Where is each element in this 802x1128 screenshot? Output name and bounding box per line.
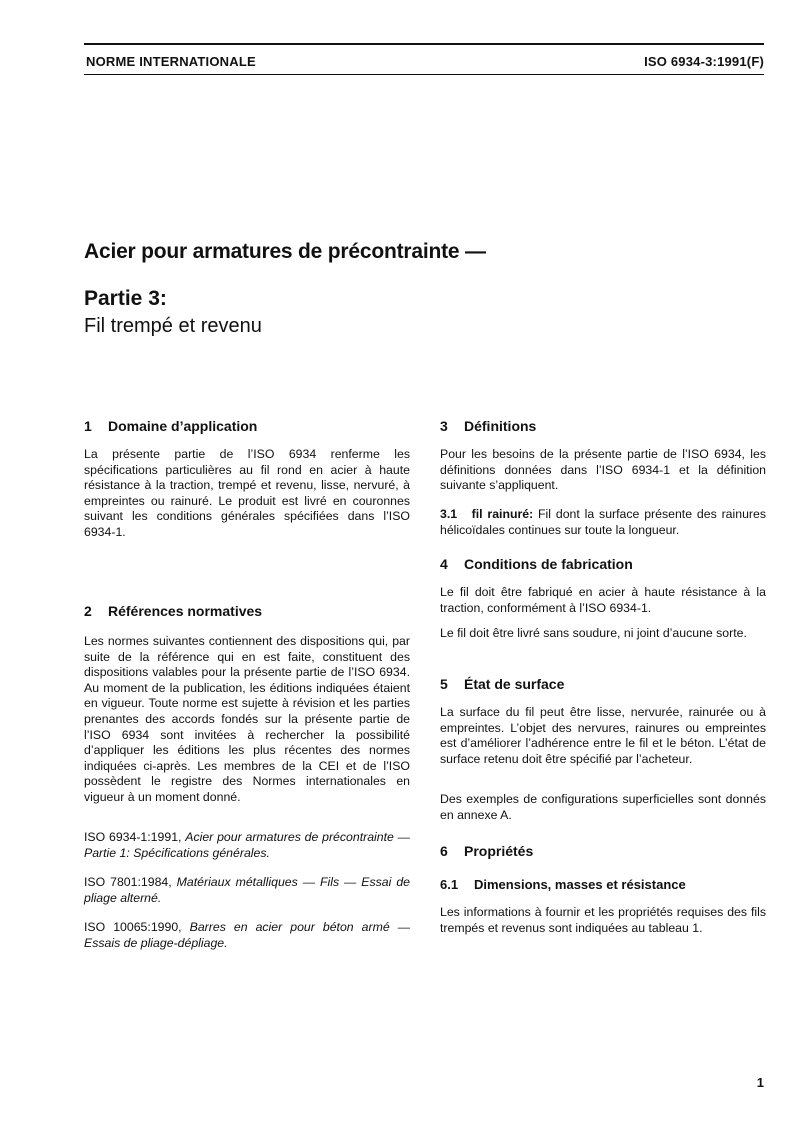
part-subtitle: Fil trempé et revenu [84,315,262,337]
header-rule-bottom [84,74,764,75]
section-heading: 3 Définitions [440,418,537,434]
normative-reference: ISO 10065:1990, Barres en acier pour béton armé — Essais de pliage-dépliage. [84,920,411,950]
definition: 3.1 fil rainuré: Fil dont la surface présente des rainures hélicoïdales continues sur toute la longueur. [440,507,766,537]
document-title: Acier pour armatures de précontrainte — [84,240,486,263]
header-rule-top [84,43,764,45]
section-body: Le fil doit être livré sans soudure, ni joint d’aucune sorte. [440,626,747,640]
section-body: Les informations à fournir et les propriétés requises des fils trempés et revenus sont indiquées au tableau 1. [440,905,766,935]
subsection-heading: 6.1 Dimensions, masses et résistance [440,877,686,892]
section-heading: 5 État de surface [440,676,565,692]
section-body: Les normes suivantes contiennent des dispositions qui, par suite de la référence qui en est faite, constituent des dispositions valables pour la présente partie de l’ISO 6934. Au moment de la publication, les éditions indiquées étaient en vigueur. Toute norme est sujette à révision et les parties prenantes des accords fondés sur la présente partie de l’ISO 6934 sont invitées à rechercher la possibilité d’appliquer les éditions les plus récentes des normes indiquées ci-après. Les membres de la CEI et de l’ISO possèdent le registre des Normes internationales en vigueur à un moment donné. [84,634,410,804]
part-label: Partie 3: [84,287,167,310]
section-body: Pour les besoins de la présente partie de l’ISO 6934, les définitions données dans l’ISO 6934-1 et la définition suivante s’appliquent. [440,447,766,493]
document-type: NORME INTERNATIONALE [86,54,256,69]
section-heading: 2 Références normatives [84,603,263,619]
page-number: 1 [756,1075,764,1090]
section-heading: 6 Propriétés [440,843,534,859]
section-heading: 4 Conditions de fabrication [440,556,633,572]
normative-reference: ISO 7801:1984, Matériaux métalliques — Fils — Essai de pliage alterné. [84,875,410,905]
section-heading: 1 Domaine d’application [84,418,258,434]
section-body: Des exemples de configurations superficielles sont donnés en annexe A. [440,792,766,822]
section-body: La présente partie de l’ISO 6934 renferme les spécifications particulières au fil rond en acier à haute résistance à la traction, trempé et revenu, lisse, nervuré, à empreintes ou rainuré. Le produit est livré en couronnes suivant les conditions générales spécifiées dans l’ISO 6934-1. [84,447,410,539]
section-body: Le fil doit être fabriqué en acier à haute résistance à la traction, conformément à l’ISO 6934-1. [440,585,766,615]
normative-reference: ISO 6934-1:1991, Acier pour armatures de précontrainte — Partie 1: Spécifications générales. [84,830,410,860]
section-body: La surface du fil peut être lisse, nervurée, rainurée ou à empreintes. L’objet des nervures, rainures ou empreintes est d’améliorer l’adhérence entre le fil et le béton. L’état de surface retenu doit être spécifié par l’acheteur. [440,705,766,766]
standard-reference: ISO 6934-3:1991(F) [644,54,764,69]
